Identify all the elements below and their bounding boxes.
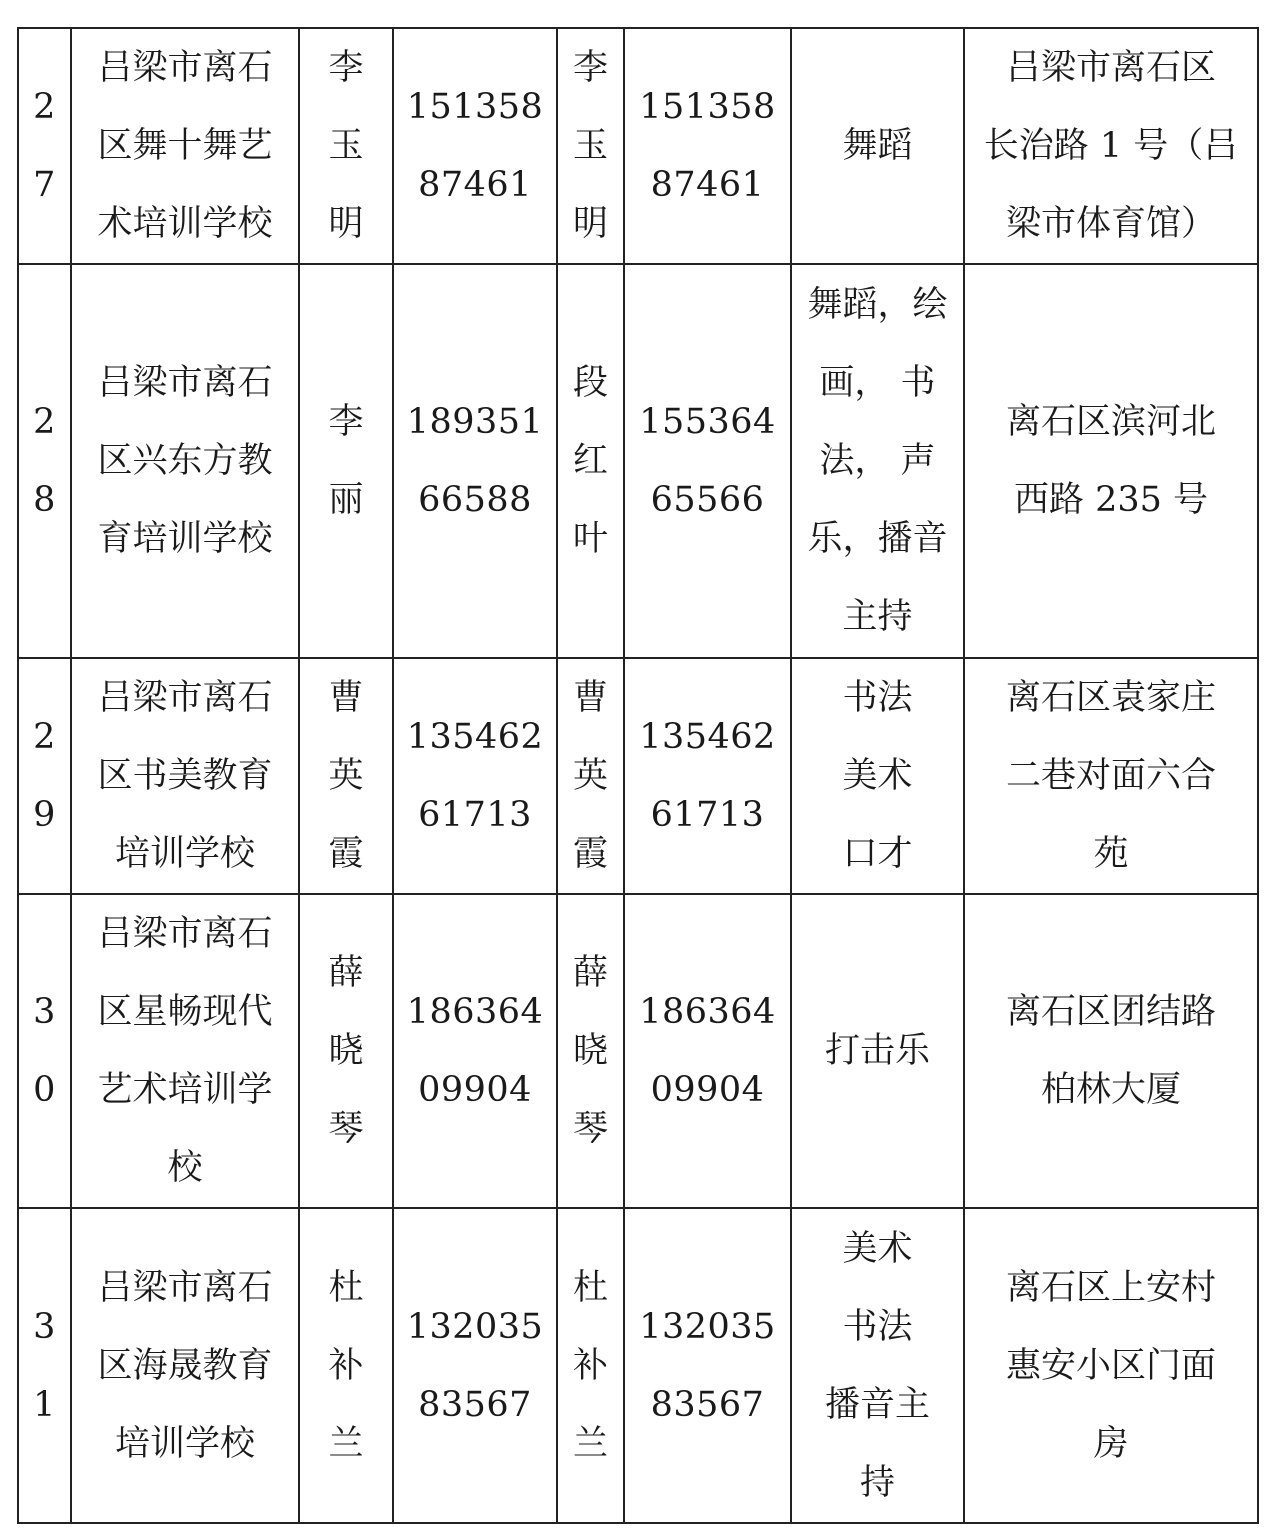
cell-text-line: 舞蹈: [842, 126, 913, 166]
cell-text-line: 2: [33, 402, 56, 442]
legal-rep-phone-cell: [393, 264, 557, 658]
cell-text-line: 李: [328, 48, 364, 88]
cell-text-line: 83567: [418, 1384, 532, 1425]
cell-text-line: 2: [33, 87, 56, 127]
cell-text-line: 霞: [572, 834, 608, 874]
cell-text-line: 区兴东方教: [97, 441, 273, 481]
cell-text-line: 播音主: [824, 1384, 930, 1425]
row-index-cell: [18, 1208, 71, 1523]
row-index-cell: [18, 28, 71, 264]
row-index-cell: [18, 894, 71, 1208]
contact-phone-cell: [624, 264, 791, 658]
cell-text-line: 培训学校: [114, 1423, 255, 1464]
cell-text-line: 美术: [842, 1228, 913, 1269]
cell-text-line: 兰: [328, 1423, 364, 1464]
cell-text-line: 书法: [842, 1306, 913, 1347]
cell-text-line: 术培训学校: [97, 204, 273, 244]
cell-text-line: 校: [167, 1148, 203, 1188]
cell-text-line: 长治路 1 号（吕: [983, 126, 1239, 166]
cell-text-line: 吕梁市离石: [97, 1267, 273, 1308]
cell-text-line: 明: [328, 204, 364, 244]
cell-text-line: 83567: [650, 1384, 765, 1425]
cell-text-line: 186364: [406, 992, 544, 1032]
legal-rep-phone-cell: [393, 658, 557, 894]
cell-text-line: 补: [572, 1345, 608, 1386]
cell-text-line: 杜: [572, 1267, 608, 1308]
table-row: [18, 264, 1258, 658]
cell-text-line: 155364: [639, 402, 776, 442]
cell-text-line: 186364: [639, 992, 776, 1032]
legal-rep-cell: [299, 264, 393, 658]
cell-text-line: 9: [33, 795, 56, 835]
cell-text-line: 离石区袁家庄: [1005, 678, 1216, 718]
contact-phone-cell: [624, 894, 791, 1208]
contact-person-cell: [557, 658, 624, 894]
legal-rep-phone-cell: [393, 894, 557, 1208]
cell-text-line: 叶: [572, 519, 608, 559]
cell-text-line: 英: [328, 756, 364, 796]
cell-text-line: 明: [572, 204, 608, 244]
subject-cell: [791, 894, 964, 1208]
cell-text-line: 二巷对面六合: [1005, 756, 1216, 796]
cell-text-line: 琴: [328, 1109, 364, 1149]
cell-text-line: 区星畅现代: [97, 992, 273, 1032]
cell-text-line: 李: [328, 402, 364, 442]
school-name-cell: [71, 1208, 299, 1523]
cell-text-line: 151358: [406, 87, 544, 127]
cell-text-line: 87461: [650, 165, 765, 205]
cell-text-line: 132035: [639, 1306, 776, 1347]
cell-text-line: 7: [33, 165, 56, 205]
legal-rep-cell: [299, 894, 393, 1208]
cell-text-line: 舞蹈，绘: [807, 285, 948, 325]
row-index-cell: [18, 264, 71, 658]
cell-text-line: 吕梁市离石: [97, 914, 273, 954]
legal-rep-cell: [299, 1208, 393, 1523]
subject-cell: [791, 28, 964, 264]
subject-cell: [791, 658, 964, 894]
address-cell: [964, 264, 1258, 658]
cell-text-line: 兰: [572, 1423, 608, 1464]
cell-text-line: 1: [33, 1384, 56, 1425]
school-info-table: [17, 27, 1259, 1524]
cell-text-line: 区书美教育: [97, 756, 273, 796]
contact-phone-cell: [624, 658, 791, 894]
table-body: [18, 28, 1258, 1523]
cell-text-line: 育培训学校: [97, 519, 273, 559]
legal-rep-cell: [299, 658, 393, 894]
cell-text-line: 打击乐: [824, 1031, 930, 1071]
contact-person-cell: [557, 1208, 624, 1523]
school-name-cell: [71, 894, 299, 1208]
school-name-cell: [71, 264, 299, 658]
subject-cell: [791, 264, 964, 658]
cell-text-line: 区海晟教育: [97, 1345, 273, 1386]
cell-text-line: 主持: [842, 597, 913, 637]
table-row: [18, 28, 1258, 264]
contact-person-cell: [557, 28, 624, 264]
cell-text-line: 玉: [572, 126, 608, 166]
cell-text-line: 189351: [406, 402, 544, 442]
cell-text-line: 2: [33, 717, 56, 757]
cell-text-line: 柏林大厦: [1040, 1070, 1181, 1110]
cell-text-line: 补: [328, 1345, 364, 1386]
cell-text-line: 区舞十舞艺: [97, 126, 273, 166]
cell-text-line: 晓: [328, 1031, 364, 1071]
cell-text-line: 书法: [842, 678, 913, 718]
cell-text-line: 132035: [406, 1306, 544, 1347]
legal-rep-cell: [299, 28, 393, 264]
cell-text-line: 离石区滨河北: [1005, 402, 1216, 442]
cell-text-line: 09904: [418, 1070, 532, 1110]
cell-text-line: 吕梁市离石: [97, 363, 273, 403]
cell-text-line: 法， 声: [819, 441, 936, 481]
row-index-cell: [18, 658, 71, 894]
cell-text-line: 梁市体育馆）: [1005, 204, 1216, 244]
cell-text-line: 8: [33, 480, 56, 520]
cell-text-line: 61713: [650, 795, 765, 835]
school-name-cell: [71, 28, 299, 264]
cell-text-line: 苑: [1093, 834, 1129, 874]
contact-person-cell: [557, 894, 624, 1208]
table-row: [18, 658, 1258, 894]
cell-text-line: 薛: [572, 953, 608, 993]
cell-text-line: 房: [1093, 1423, 1129, 1464]
cell-text-line: 红: [572, 441, 608, 481]
cell-text-line: 惠安小区门面: [1005, 1345, 1216, 1386]
cell-text-line: 画， 书: [819, 363, 936, 403]
cell-text-line: 离石区团结路: [1005, 992, 1216, 1032]
cell-text-line: 琴: [572, 1109, 608, 1149]
address-cell: [964, 658, 1258, 894]
cell-text-line: 09904: [650, 1070, 765, 1110]
cell-text-line: 135462: [639, 717, 776, 757]
cell-text-line: 丽: [328, 480, 364, 520]
cell-text-line: 3: [33, 992, 56, 1032]
cell-text-line: 吕梁市离石: [97, 48, 273, 88]
cell-text-line: 薛: [328, 953, 364, 993]
cell-text-line: 0: [33, 1070, 56, 1110]
cell-text-line: 段: [572, 363, 608, 403]
cell-text-line: 持: [859, 1462, 895, 1503]
cell-text-line: 3: [33, 1306, 56, 1347]
address-cell: [964, 1208, 1258, 1523]
table-row: [18, 894, 1258, 1208]
legal-rep-phone-cell: [393, 28, 557, 264]
cell-text-line: 66588: [418, 480, 532, 520]
contact-phone-cell: [624, 1208, 791, 1523]
cell-text-line: 曹: [328, 678, 364, 718]
cell-text-line: 61713: [418, 795, 532, 835]
cell-text-line: 李: [572, 48, 608, 88]
cell-text-line: 乐，播音: [807, 519, 948, 559]
cell-text-line: 美术: [842, 756, 913, 796]
table-row: [18, 1208, 1258, 1523]
cell-text-line: 艺术培训学: [97, 1070, 273, 1110]
school-name-cell: [71, 658, 299, 894]
legal-rep-phone-cell: [393, 1208, 557, 1523]
cell-text-line: 离石区上安村: [1005, 1267, 1216, 1308]
cell-text-line: 87461: [418, 165, 532, 205]
cell-text-line: 口才: [842, 834, 913, 874]
cell-text-line: 英: [572, 756, 608, 796]
cell-text-line: 吕梁市离石区: [1005, 48, 1216, 88]
cell-text-line: 151358: [639, 87, 776, 127]
contact-person-cell: [557, 264, 624, 658]
cell-text-line: 曹: [572, 678, 608, 718]
cell-text-line: 吕梁市离石: [97, 678, 273, 718]
cell-text-line: 玉: [328, 126, 364, 166]
cell-text-line: 西路 235 号: [1013, 480, 1209, 520]
cell-text-line: 晓: [572, 1031, 608, 1071]
subject-cell: [791, 1208, 964, 1523]
address-cell: [964, 894, 1258, 1208]
cell-text-line: 65566: [650, 480, 765, 520]
address-cell: [964, 28, 1258, 264]
cell-text-line: 杜: [328, 1267, 364, 1308]
cell-text-line: 135462: [406, 717, 544, 757]
contact-phone-cell: [624, 28, 791, 264]
cell-text-line: 霞: [328, 834, 364, 874]
cell-text-line: 培训学校: [114, 834, 255, 874]
